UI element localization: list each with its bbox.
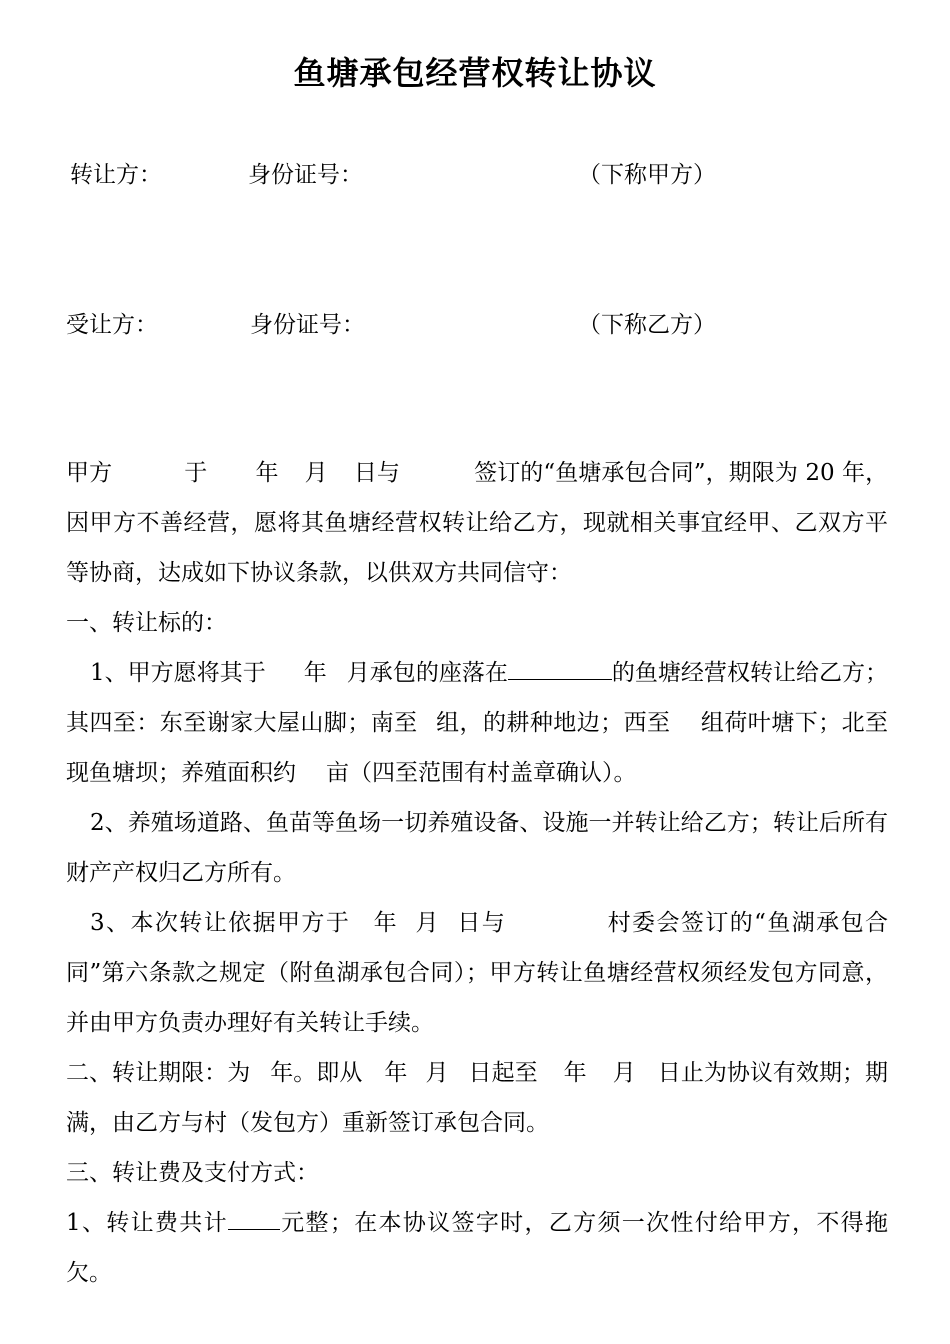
section1-item3 [66, 898, 888, 1048]
clause-text: 日起至 [468, 1060, 538, 1086]
fee-blank [228, 1205, 280, 1230]
clause-text: 3、本次转让依据甲方于 [90, 910, 351, 936]
intro-text: 月 [304, 460, 328, 486]
location-blank [508, 655, 612, 680]
intro-text: 日与 [353, 460, 401, 486]
transferor-id-label: 身份证号： [248, 162, 363, 188]
clause-text: 1、转让费共计 [66, 1210, 228, 1236]
clause-text: 年 [384, 1060, 408, 1086]
clause-text: 年 [303, 660, 327, 686]
clause-text: 月 [425, 1060, 449, 1086]
clause-text: 元整；在本协议签字时，乙方须一次性付给甲方，不得拖欠。 [66, 1210, 888, 1286]
clause-text: 组荷叶塘下；北至现鱼塘坝；养殖面积约 [66, 710, 889, 786]
clause-text: 日与 [455, 910, 507, 936]
clause-text: 1、甲方愿将其于 [90, 660, 266, 686]
document-title: 鱼塘承包经营权转让协议 [293, 54, 657, 92]
agreement-body [66, 448, 888, 1298]
clause-text: 月承包的座落在 [346, 660, 508, 686]
section3-heading: 三、转让费及支付方式： [66, 1160, 319, 1186]
intro-text: 于 [184, 460, 208, 486]
section2-paragraph [66, 1048, 888, 1148]
section1-heading: 一、转让标的： [66, 610, 227, 636]
section1-item2: 2、养殖场道路、鱼苗等鱼场一切养殖设备、设施一并转让给乙方；转让后所有财产产权归乙方所有。 [66, 810, 888, 886]
transferee-row [0, 306, 950, 336]
clause-text: 的鱼塘经营权转让给乙方；其四至：东至谢家大屋山脚；南至 [66, 660, 889, 736]
clause-text: 年 [372, 910, 399, 936]
transferee-alias: （下称乙方） [578, 312, 716, 338]
intro-text: 年 [255, 460, 279, 486]
section1-item1 [66, 648, 888, 798]
clause-text: 年 [563, 1060, 587, 1086]
transferee-label: 受让方： [66, 312, 158, 338]
intro-text: 甲方 [66, 460, 113, 486]
clause-text: 日止为协议有效期；期满，由乙方与村（发包方）重新签订承包合同。 [66, 1060, 889, 1136]
section3-item1 [66, 1198, 888, 1298]
clause-text: 组，的耕种地边；西至 [435, 710, 671, 736]
clause-text: 村委会签订的“鱼湖承包合同”第六条款之规定（附鱼湖承包合同）；甲方转让鱼塘经营权须经发包方同意，并由甲方负责办理好有关转让手续。 [66, 910, 889, 1036]
transferor-alias: （下称甲方） [578, 162, 716, 188]
intro-text: 签订的“鱼塘承包合同”，期限为 20 年，因甲方不善经营，愿将其鱼塘经营权转让给乙方，现就相关事宜经甲、乙双方平等协商，达成如下协议条款，以供双方共同信守： [66, 460, 889, 586]
transferor-label: 转让方： [70, 162, 162, 188]
clause-text: 月 [414, 910, 440, 936]
clause-text: 二、转让期限：为 [66, 1060, 251, 1086]
transferee-id-label: 身份证号： [250, 312, 365, 338]
intro-paragraph [66, 448, 888, 598]
transferor-row [0, 156, 950, 186]
clause-text: 月 [612, 1060, 636, 1086]
clause-text: 亩（四至范围有村盖章确认）。 [326, 760, 637, 786]
clause-text: 年。即从 [270, 1060, 363, 1086]
